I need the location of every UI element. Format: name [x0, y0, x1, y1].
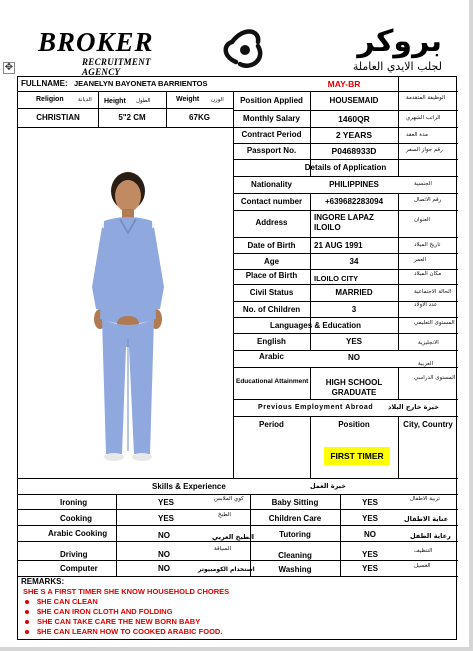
remarks-list — [23, 597, 453, 637]
contact-label-ar: رقم الاتصال — [414, 197, 442, 203]
skills-title: Skills & Experience — [152, 482, 226, 491]
skill-washing-value: YES — [362, 564, 379, 573]
applicant-code: MAY-BR — [327, 79, 361, 89]
contact-value: +639682283094 — [324, 197, 384, 206]
pob-label-ar: مكان الميلاد — [414, 271, 442, 277]
height-label-ar: الطول — [136, 98, 151, 104]
brand-logo-ar — [282, 26, 442, 73]
table-move-handle-icon[interactable]: ✥ — [4, 62, 14, 73]
fullname-label: FULLNAME: — [21, 79, 68, 88]
employment-title: Previous Employment Abroad — [258, 404, 374, 411]
weight-label: Weight — [176, 96, 200, 103]
skill-cooking-value: YES — [158, 514, 175, 523]
list-item-text: $HE CAN LEARN HOW TO COOKED ARABIC FOOD. — [37, 627, 223, 636]
english-label-ar: الانجليزية — [418, 340, 439, 346]
skill-washing-ar: الغسيل — [414, 563, 431, 569]
age-value: 34 — [349, 257, 359, 266]
brand-emblem-icon — [214, 20, 274, 74]
contract-period-label-ar: مدة العقد — [406, 132, 428, 138]
skill-cooking-label: Cooking — [60, 514, 92, 523]
age-label-ar: العمر — [414, 257, 427, 263]
brand-name-en: BROKER — [38, 27, 154, 57]
city-country-header: City, Country — [403, 420, 453, 429]
arabic-label: Arabic — [259, 352, 284, 361]
arabic-label-ar: العربية — [418, 361, 434, 367]
dob-label-ar: تاريخ الميلاد — [414, 242, 441, 248]
passport-value: P0468933D — [331, 146, 377, 156]
pob-value: ILOILO CITY — [314, 274, 359, 283]
skill-arabic-cooking-ar: الطبخ العربي — [212, 533, 254, 541]
skill-arabic-cooking-value: NO — [158, 531, 170, 540]
address-line2: ILOILO — [314, 223, 341, 232]
civil-status-label: Civil Status — [249, 288, 294, 297]
education-label-ar: المستوى الدراسي — [414, 375, 456, 381]
skill-driving-ar: السياقة — [214, 546, 232, 552]
contact-label: Contact number — [240, 197, 303, 206]
details-title: Details of Application — [304, 163, 387, 172]
education-line2: GRADUATE — [331, 388, 377, 397]
skill-children-care-label: Children Care — [268, 514, 322, 523]
education-line1: HIGH SCHOOL — [325, 378, 383, 387]
skill-ironing-label: Ironing — [60, 498, 88, 507]
dob-label: Date of Birth — [247, 241, 296, 250]
skill-cleaning-ar: التنظيف — [414, 548, 433, 554]
application-form — [17, 76, 457, 640]
skill-baby-sitting-ar: تربية الاطفال — [410, 496, 440, 502]
contract-period-value: 2 YEARS — [335, 130, 373, 140]
arabic-value: NO — [348, 353, 360, 362]
religion-value: CHRISTIAN — [36, 113, 80, 122]
list-item — [23, 617, 453, 627]
skill-arabic-cooking-label: Arabic Cooking — [48, 529, 108, 538]
height-value: 5"2 CM — [118, 113, 146, 122]
skill-tutoring-value: NO — [364, 530, 376, 539]
position-applied-label-ar: الوظيفة المتقدمة — [406, 95, 446, 101]
remarks-summary: SHE S A FIRST TIMER SHE KNOW HOUSEHOLD CHORES — [23, 587, 230, 596]
list-item — [23, 607, 453, 617]
monthly-salary-label: Monthly Salary — [243, 114, 300, 123]
skill-children-care-value: YES — [362, 514, 379, 523]
list-item-text: SHE CAN TAKE CARE THE NEW BORN BABY — [37, 617, 201, 626]
skill-baby-sitting-label: Baby Sitting — [271, 498, 319, 507]
skill-children-care-ar: عناية الاطفال — [404, 515, 449, 523]
passport-label: Passport No. — [246, 146, 297, 155]
employment-title-ar: خبرة خارج البلاد — [388, 403, 439, 411]
pob-label: Place of Birth — [245, 271, 298, 280]
fullname-value: JEANELYN BAYONETA BARRIENTOS — [74, 79, 208, 88]
civil-status-label-ar: الحالة الاجتماعية — [414, 289, 452, 295]
skill-computer-ar: استخدام الكومبيوتر — [198, 566, 255, 573]
bullet-icon — [25, 620, 29, 624]
contract-period-label: Contract Period — [241, 130, 302, 139]
remarks-section — [21, 577, 453, 637]
list-item-text: $HE CAN CLEAN — [37, 597, 98, 606]
skill-driving-value: NO — [158, 550, 170, 559]
skill-ironing-ar: كوي الملابس — [214, 496, 244, 502]
skill-baby-sitting-value: YES — [362, 498, 379, 507]
skill-computer-value: NO — [158, 564, 170, 573]
age-label: Age — [263, 257, 280, 266]
brand-tagline-ar: لجلب الايدي العاملة — [352, 60, 442, 73]
address-line1: INGORE LAPAZ — [314, 213, 374, 222]
skills-title-ar: خبرة العمل — [310, 482, 346, 490]
english-value: YES — [345, 337, 362, 346]
weight-label-ar: الوزن — [211, 97, 224, 103]
first-timer-badge: FIRST TIMER — [324, 447, 390, 465]
list-item-text: $HE CAN IRON CLOTH AND FOLDING — [37, 607, 173, 616]
address-label-ar: العنوان — [414, 217, 430, 223]
bullet-icon — [25, 630, 29, 634]
children-value: 3 — [351, 305, 357, 314]
skill-washing-label: Washing — [278, 565, 312, 574]
passport-label-ar: رقم جواز السفر — [406, 147, 443, 153]
nationality-value: PHILIPPINES — [329, 180, 379, 189]
languages-title: Languages & Education — [269, 321, 362, 330]
children-label: No. of Children — [242, 305, 301, 314]
bullet-icon — [25, 610, 29, 614]
remarks-title: REMARKS: — [21, 577, 65, 586]
position-header: Position — [338, 420, 370, 429]
skill-computer-label: Computer — [60, 564, 98, 573]
religion-label-ar: الديانة — [78, 97, 92, 103]
brand-logo-en — [38, 28, 178, 77]
monthly-salary-value: 1460QR — [338, 114, 370, 124]
period-header: Period — [259, 420, 284, 429]
skill-cleaning-label: Cleaning — [278, 551, 312, 560]
weight-value: 67KG — [189, 113, 210, 122]
nationality-label: Nationality — [251, 180, 292, 189]
skill-tutoring-ar: رعاية الطفل — [410, 532, 451, 540]
list-item — [23, 597, 453, 607]
civil-status-value: MARRIED — [335, 288, 373, 297]
education-label: Educational Attainment — [236, 378, 309, 385]
brand-name-ar: بروكر — [357, 24, 442, 59]
brand-tagline-en: RECRUITMENT AGENCY — [82, 57, 151, 77]
bullet-icon — [25, 600, 29, 604]
position-applied-label: Position Applied — [240, 96, 303, 105]
skill-ironing-value: YES — [158, 498, 175, 507]
skill-tutoring-label: Tutoring — [279, 530, 311, 539]
dob-value: 21 AUG 1991 — [314, 241, 363, 250]
applicant-photo — [78, 169, 178, 464]
nationality-label-ar: الجنسية — [414, 181, 432, 187]
skill-cooking-ar: الطبخ — [218, 512, 231, 518]
skill-cleaning-value: YES — [362, 550, 379, 559]
address-label: Address — [255, 218, 288, 227]
list-item — [23, 627, 453, 637]
children-label-ar: عدد الاولاد — [414, 302, 438, 308]
languages-title-ar: المستوى التعليمي — [414, 320, 455, 326]
english-label: English — [257, 337, 286, 346]
religion-label: Religion — [36, 96, 64, 103]
monthly-salary-label-ar: الراتب الشهري — [406, 115, 441, 121]
skill-driving-label: Driving — [60, 550, 88, 559]
height-label: Height — [104, 98, 126, 105]
position-applied-value: HOUSEMAID — [329, 96, 379, 105]
